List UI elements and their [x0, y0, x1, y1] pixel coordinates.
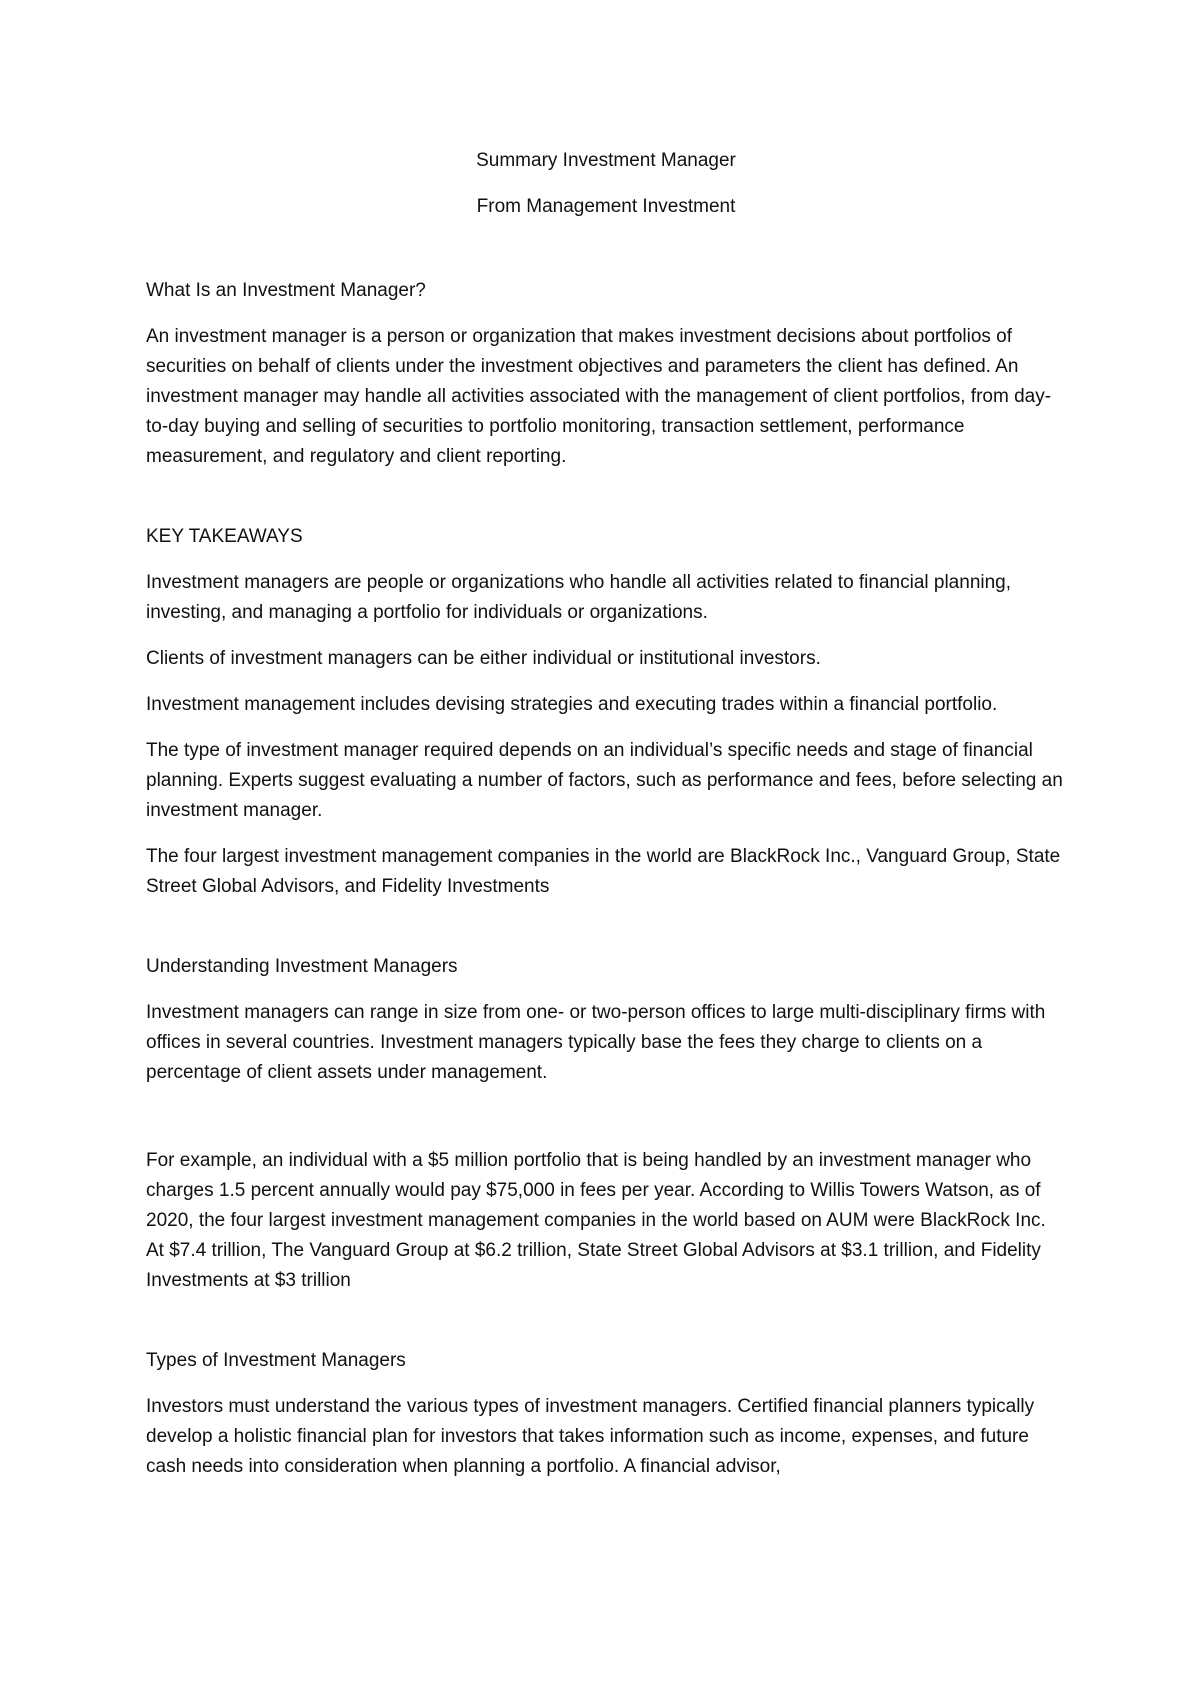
heading-what-is: What Is an Investment Manager?: [146, 280, 426, 301]
paragraph-understanding-2: For example, an individual with a $5 million portfolio that is being handled by an investment manager who charges 1.5 percent annually would pay $75,000 in fees per year. According to Willis Towers Watson, as of 2020, the four largest investment management companies in the world based on AUM were BlackRock Inc. At $7.4 trillion, The Vanguard Group at $6.2 trillion, State Street Global Advisors at $3.1 trillion, and Fidelity Investments at $3 trillion: [146, 1150, 1046, 1291]
takeaway-item: Investment management includes devising strategies and executing trades within a financial portfolio.: [146, 694, 998, 715]
paragraph-what-is: An investment manager is a person or organization that makes investment decisions about portfolios of securities on behalf of clients under the investment objectives and parameters the client has defined. An investment manager may handle all activities associated with the management of client portfolios, from day-to-day buying and selling of securities to portfolio monitoring, transaction settlement, performance measurement, and regulatory and client reporting.: [146, 326, 1052, 467]
paragraph-understanding-1: Investment managers can range in size from one- or two-person offices to large multi-disciplinary firms with offices in several countries. Investment managers typically base the fees they charge to clients on a percentage of client assets under management.: [146, 1002, 1046, 1083]
document-title: Summary Investment Manager: [476, 150, 736, 171]
takeaway-item: Investment managers are people or organizations who handle all activities related to financial planning, investing, and managing a portfolio for individuals or organizations.: [146, 572, 1012, 623]
takeaway-item: Clients of investment managers can be either individual or institutional investors.: [146, 648, 821, 669]
takeaway-item: The type of investment manager required depends on an individual’s specific needs and stage of financial planning. Experts suggest evaluating a number of factors, such as performance and fees, before selecting an investment manager.: [146, 740, 1063, 821]
heading-understanding: Understanding Investment Managers: [146, 956, 458, 977]
document-subtitle: From Management Investment: [476, 196, 736, 217]
takeaway-item: The four largest investment management companies in the world are BlackRock Inc., Vanguard Group, State Street Global Advisors, and Fidelity Investments: [146, 846, 1061, 897]
heading-key-takeaways: KEY TAKEAWAYS: [146, 526, 303, 547]
document-body: [146, 146, 1066, 1482]
heading-types: Types of Investment Managers: [146, 1350, 406, 1371]
paragraph-types: Investors must understand the various types of investment managers. Certified financial planners typically develop a holistic financial plan for investors that takes information such as income, expenses, and future cash needs into consideration when planning a portfolio. A financial advisor,: [146, 1396, 1035, 1477]
